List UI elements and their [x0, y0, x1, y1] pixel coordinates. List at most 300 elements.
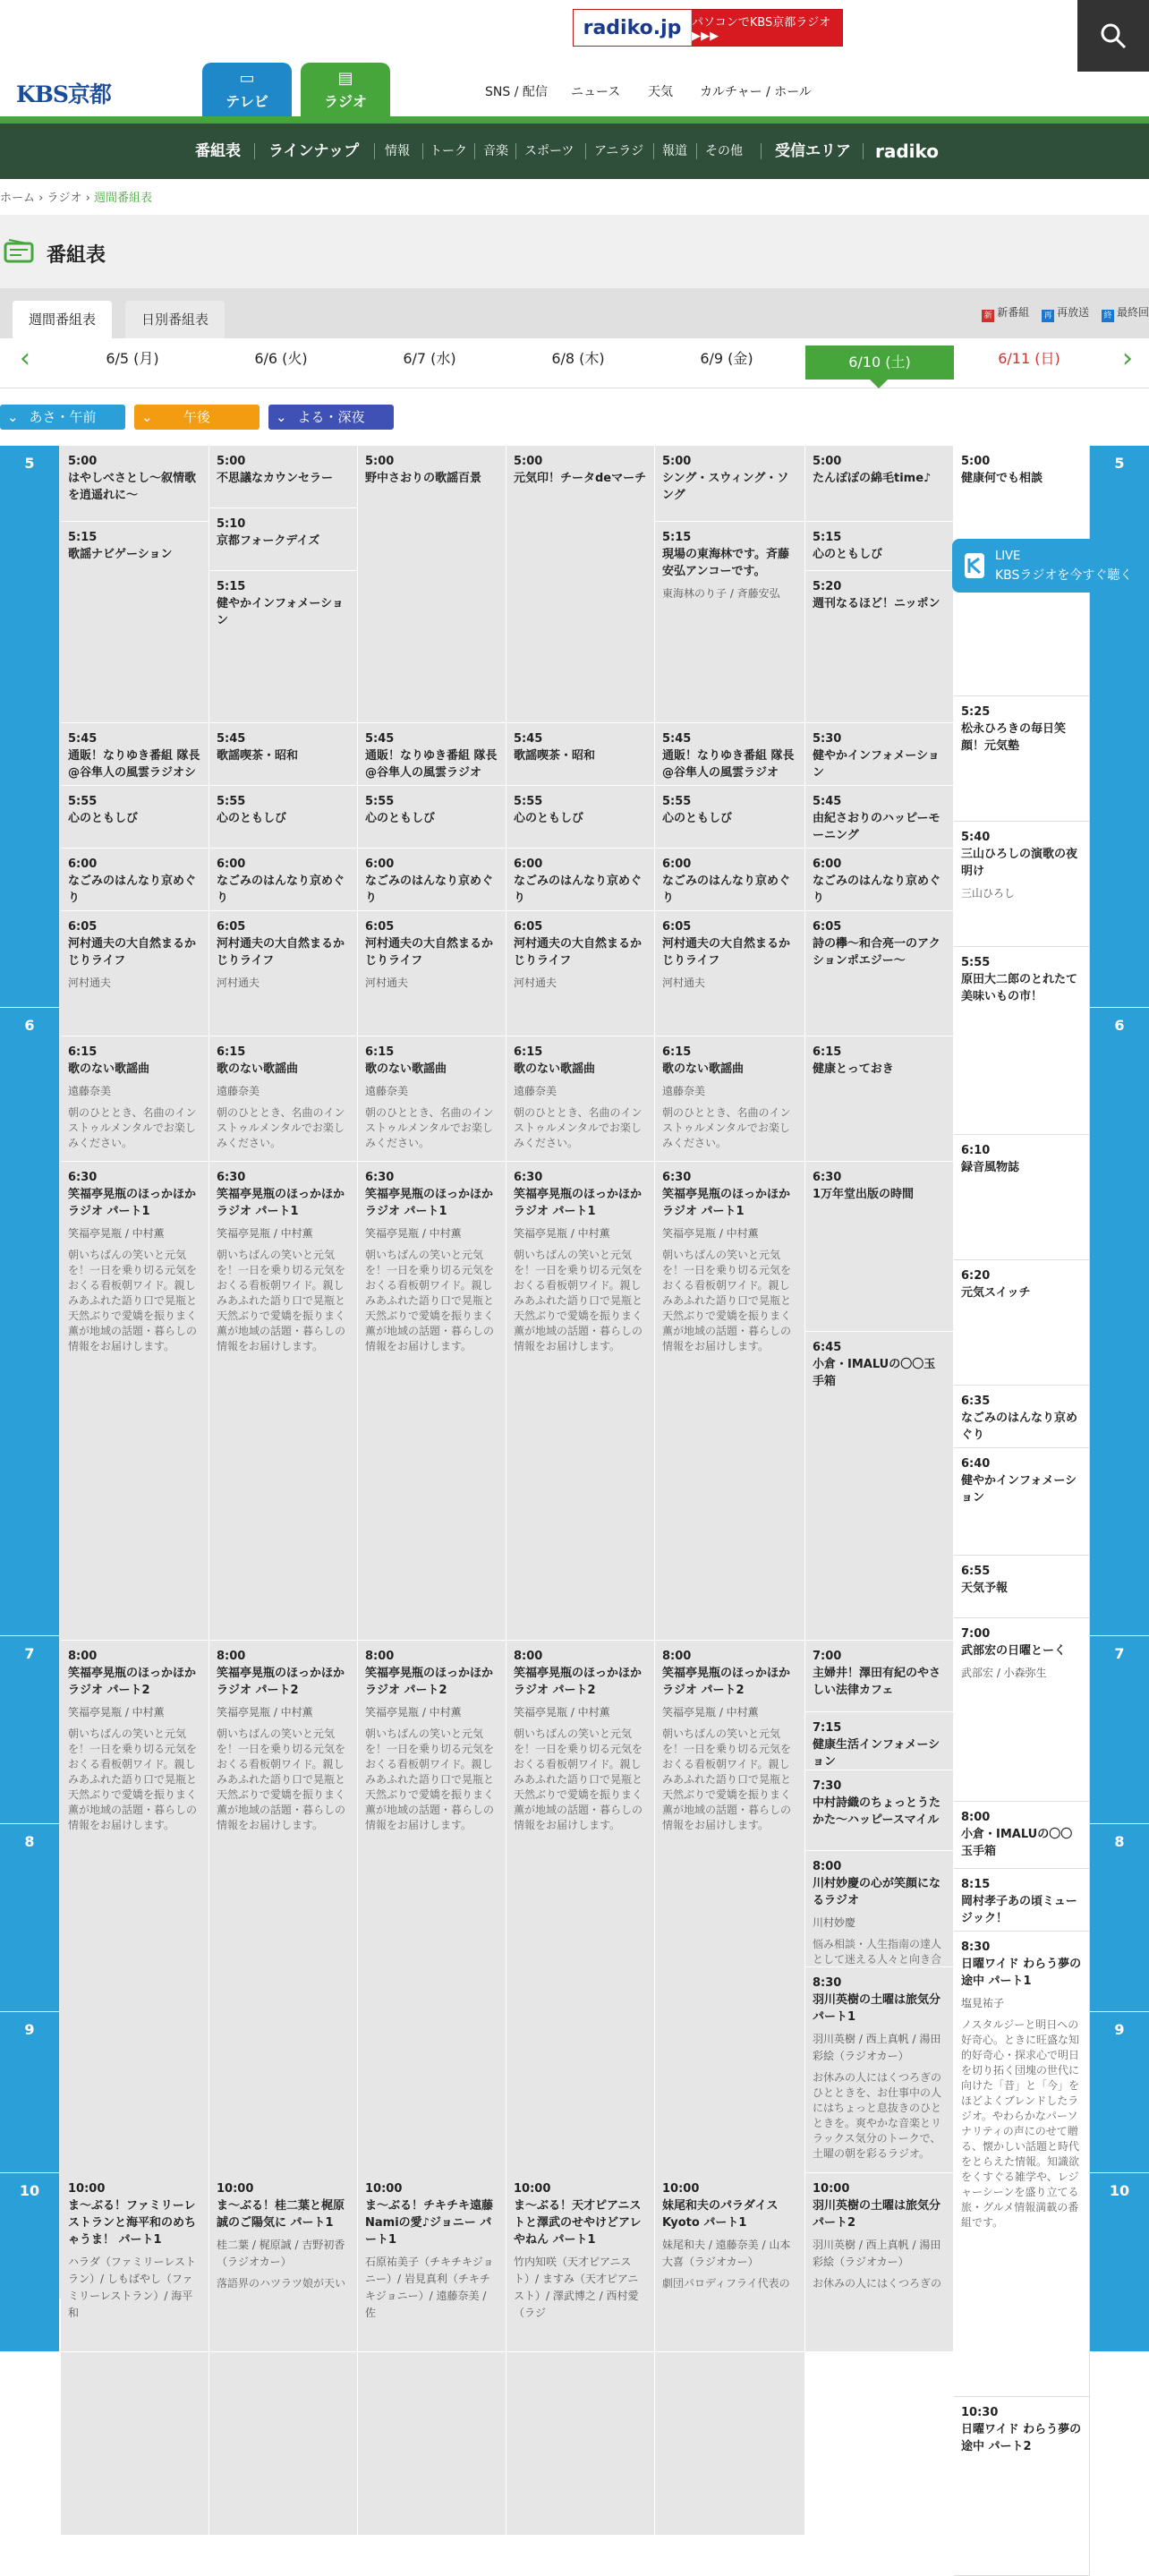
catnav-other[interactable]: その他	[705, 144, 743, 158]
hour-8-right: 8	[1090, 1824, 1149, 2012]
crumb-home[interactable]: ホーム	[0, 192, 36, 205]
program-title: 不思議なカウンセラー	[217, 472, 334, 485]
program-time: 8:15	[961, 1878, 991, 1891]
program-time: 5:55	[961, 956, 991, 969]
hour-6: 6	[0, 1008, 59, 1636]
program-title: なごみのはんなり京めぐり	[662, 874, 791, 905]
program-cell[interactable]	[954, 1932, 1090, 2397]
time-morning-label: あさ・午前	[29, 409, 97, 425]
program-cell[interactable]	[358, 446, 506, 723]
program-description: 朝いちばんの笑いと元気を！一日を乗り切る元気をおくる看板朝ワイド。親しみあふれた語り口で晃瓶と天然ぶりで愛嬌を振りまく薫が地域の話題・暮らしの情報をお届けします。	[514, 1727, 643, 1831]
program-cell[interactable]	[506, 1036, 655, 1162]
date-1[interactable]: 6/6 (火)	[254, 350, 308, 367]
program-cell[interactable]	[61, 723, 209, 786]
program-title: 健康とっておき	[813, 1062, 894, 1076]
program-time: 5:55	[68, 795, 98, 808]
program-cell[interactable]	[805, 723, 954, 786]
program-time: 8:00	[662, 1650, 692, 1663]
program-title: 週刊なるほど！ニッポン	[813, 597, 940, 610]
catnav-music[interactable]: 音楽	[483, 144, 508, 158]
program-cell[interactable]	[954, 822, 1090, 947]
program-title: 歌謡喫茶・昭和	[514, 749, 596, 763]
program-description: 朝のひととき、名曲のインストゥルメンタルでお楽しみください。	[662, 1106, 791, 1149]
program-cell[interactable]	[506, 849, 655, 911]
program-time: 5:55	[365, 795, 395, 808]
program-time: 5:00	[662, 455, 692, 468]
program-title: 武部宏の日曜とーく	[961, 1644, 1067, 1658]
program-title: 主婦井！澤田有紀のやさしい法律カフェ	[813, 1667, 941, 1697]
program-cell[interactable]	[358, 1162, 506, 1641]
program-cell[interactable]	[61, 1641, 209, 2536]
catnav-area[interactable]: 受信エリア	[775, 142, 851, 160]
date-4[interactable]: 6/9 (金)	[700, 350, 753, 367]
tv-icon: ▭	[239, 69, 255, 88]
program-time: 5:10	[217, 517, 246, 531]
program-time: 6:30	[813, 1171, 842, 1184]
program-description: 落語界のハツラツ娘が天い	[217, 2277, 346, 2290]
program-title: 川村妙慶の心が笑顔になるラジオ	[813, 1877, 941, 1907]
program-time: 6:15	[514, 1045, 543, 1059]
chevron-down-icon: ⌄	[7, 409, 19, 425]
program-title: ま〜ぶる！桂二葉と梶原誠のご陽気に パート1	[217, 2199, 345, 2230]
program-performers: 羽川英樹 / 西上真帆 / 湯田彩絵（ラジオカー）	[813, 2239, 941, 2268]
program-description: お休みの人にはくつろぎの	[813, 2277, 942, 2290]
program-title: なごみのはんなり京めぐり	[514, 874, 643, 905]
program-performers: 笑福亭晃瓶 / 中村薫	[514, 1706, 610, 1719]
program-time: 6:00	[217, 857, 246, 871]
program-time: 6:15	[68, 1045, 98, 1059]
crumb-current: 週間番組表	[94, 192, 153, 205]
program-time: 6:00	[514, 857, 543, 871]
catnav-talk[interactable]: トーク	[430, 144, 467, 158]
program-cell[interactable]	[805, 1036, 954, 1162]
program-cell[interactable]	[209, 723, 358, 786]
program-title: 現場の東海林です。斉藤安弘アンコーです。	[662, 548, 789, 578]
tab-weekly[interactable]: 週間番組表	[13, 301, 112, 338]
program-cell[interactable]	[506, 446, 655, 723]
program-performers: 笑福亭晃瓶 / 中村薫	[217, 1706, 313, 1719]
program-time: 7:00	[813, 1650, 842, 1663]
program-time: 6:15	[217, 1045, 246, 1059]
program-time: 5:45	[217, 732, 246, 746]
kbs-radio-icon	[963, 551, 986, 580]
program-cell[interactable]	[655, 786, 805, 849]
hour-9: 9	[0, 2012, 59, 2173]
program-cell[interactable]	[61, 1036, 209, 1162]
program-cell[interactable]	[209, 1036, 358, 1162]
page-header	[0, 215, 1149, 288]
program-time: 5:00	[217, 455, 246, 468]
program-cell[interactable]	[506, 1641, 655, 2536]
category-nav	[0, 124, 1149, 179]
program-title: 野中さおりの歌謡百景	[365, 472, 482, 485]
program-title: 健やかインフォメーション	[813, 749, 940, 780]
program-title: 笑福亭晃瓶のほっかほかラジオ パート2	[662, 1667, 791, 1697]
program-title: 羽川英樹の土曜は旅気分 パート2	[813, 2199, 941, 2230]
program-cell[interactable]	[805, 522, 954, 571]
program-cell[interactable]	[61, 786, 209, 849]
program-cell[interactable]	[655, 1162, 805, 1641]
program-title: 小倉・IMALUの〇〇玉手箱	[961, 1828, 1073, 1858]
program-title: 日曜ワイド わらう夢の途中 パート1	[961, 1958, 1082, 1988]
divider	[374, 143, 375, 159]
program-cell[interactable]	[209, 1162, 358, 1641]
legend-new: 新番組	[997, 306, 1030, 319]
program-time: 8:30	[961, 1941, 991, 1954]
program-cell[interactable]	[655, 2173, 805, 2352]
program-time: 5:45	[68, 732, 98, 746]
search-button[interactable]	[1077, 0, 1149, 72]
program-cell[interactable]	[358, 849, 506, 911]
divider	[585, 143, 586, 159]
selected-pointer-icon	[870, 380, 888, 388]
prev-week-chevron-icon[interactable]: ‹	[20, 343, 30, 374]
program-title: なごみのはんなり京めぐり	[961, 1412, 1078, 1442]
program-performers: 笑福亭晃瓶 / 中村薫	[365, 1227, 462, 1240]
date-5-selected[interactable]: 6/10 (土)	[805, 345, 954, 380]
program-cell[interactable]	[954, 1260, 1090, 1386]
program-time: 10:00	[662, 2182, 700, 2196]
radiko-banner-text: パソコンでKBS京都ラジオ ▶▶▶	[692, 10, 842, 46]
program-performers: 河村通夫	[217, 977, 260, 989]
hour-7: 7	[0, 1636, 59, 1824]
program-time: 6:05	[365, 920, 395, 934]
program-time: 5:15	[217, 580, 246, 593]
tab-tv[interactable]	[202, 63, 292, 118]
hour-5: 5	[0, 446, 59, 1008]
program-time: 6:40	[961, 1457, 991, 1471]
program-description: 朝いちばんの笑いと元気を！一日を乗り切る元気をおくる看板朝ワイド。親しみあふれた語り口で晃瓶と天然ぶりで愛嬌を振りまく薫が地域の話題・暮らしの情報をお届けします。	[365, 1249, 495, 1352]
program-cell[interactable]	[805, 446, 954, 522]
program-title: 河村通夫の大自然まるかじりライフ	[68, 937, 197, 968]
program-title: 日曜ワイド わらう夢の途中 パート2	[961, 2423, 1082, 2453]
program-title: 詩の欅〜和合亮一のアクションポエジー〜	[813, 937, 940, 968]
program-time: 8:00	[365, 1650, 395, 1663]
program-time: 10:30	[961, 2406, 999, 2419]
time-night-button[interactable]	[268, 405, 394, 430]
live-label: LIVE	[995, 550, 1021, 563]
program-title: 松永ひろきの毎日笑顔！元気塾	[961, 722, 1067, 753]
program-cell[interactable]	[655, 723, 805, 786]
program-time: 5:00	[813, 455, 842, 468]
catnav-radiko[interactable]: radiko	[875, 141, 940, 162]
program-cell[interactable]	[805, 849, 954, 911]
program-cell[interactable]	[358, 2173, 506, 2352]
rerun-badge-icon: 再	[1042, 310, 1054, 322]
program-performers: 笑福亭晃瓶 / 中村薫	[662, 1706, 759, 1719]
program-title: 通販！なりゆき番組 隊長@谷隼人の風雲ラジオ	[662, 749, 795, 780]
date-2[interactable]: 6/7 (水)	[403, 350, 456, 367]
breadcrumb	[0, 188, 152, 205]
program-cell[interactable]	[655, 1036, 805, 1162]
date-0[interactable]: 6/5 (月)	[106, 350, 159, 367]
live-text: KBSラジオを今すぐ聴く	[995, 568, 1133, 583]
program-cell[interactable]	[954, 2397, 1090, 2576]
program-title: 笑福亭晃瓶のほっかほかラジオ パート2	[365, 1667, 494, 1697]
time-morning-button[interactable]	[0, 405, 125, 430]
program-time: 10:00	[813, 2182, 850, 2196]
program-cell[interactable]	[655, 849, 805, 911]
program-title: 心のともしび	[68, 812, 139, 825]
program-time: 6:15	[365, 1045, 395, 1059]
program-time: 6:30	[217, 1171, 246, 1184]
program-title: 心のともしび	[813, 548, 883, 561]
program-cell[interactable]	[805, 1332, 954, 1641]
program-performers: 竹内知咲（天才ピアニスト）/ ますみ（天才ピアニスト）/ 澤武博之 / 西村愛（ラジ	[514, 2256, 639, 2319]
program-description: 朝いちばんの笑いと元気を！一日を乗り切る元気をおくる看板朝ワイド。親しみあふれた語り口で晃瓶と天然ぶりで愛嬌を振りまく薫が地域の話題・暮らしの情報をお届けします。	[68, 1249, 198, 1352]
program-title: 河村通夫の大自然まるかじりライフ	[365, 937, 494, 968]
divider	[474, 143, 475, 159]
divider	[653, 143, 654, 159]
program-cell[interactable]	[805, 1712, 954, 1770]
program-cell[interactable]	[61, 446, 209, 522]
program-time: 5:00	[68, 455, 98, 468]
program-performers: 武部宏 / 小森弥生	[961, 1667, 1047, 1679]
live-listen-button[interactable]	[952, 539, 1149, 593]
program-cell[interactable]	[358, 1641, 506, 2536]
schedule-grid	[0, 446, 1149, 2453]
accent-bar	[0, 116, 1149, 124]
date-3[interactable]: 6/8 (木)	[551, 350, 605, 367]
program-cell[interactable]	[805, 1770, 954, 1851]
hour-9-right: 9	[1090, 2012, 1149, 2173]
program-title: 健やかインフォメーション	[961, 1474, 1077, 1505]
time-night-label: よる・深夜	[297, 409, 365, 425]
program-cell[interactable]	[655, 446, 805, 522]
divider	[863, 143, 864, 159]
program-cell[interactable]	[209, 1641, 358, 2536]
time-afternoon-button[interactable]	[134, 405, 260, 430]
program-time: 6:35	[961, 1395, 991, 1408]
program-time: 5:45	[514, 732, 543, 746]
program-title: 通販！なりゆき番組 隊長@谷隼人の風雲ラジオ	[365, 749, 498, 780]
program-cell[interactable]	[805, 911, 954, 1036]
program-time: 8:30	[813, 1976, 842, 1990]
program-time: 5:40	[961, 831, 991, 844]
program-cell[interactable]	[506, 2173, 655, 2352]
program-cell[interactable]	[805, 1967, 954, 2173]
program-description: 朝のひととき、名曲のインストゥルメンタルでお楽しみください。	[365, 1106, 494, 1149]
program-description: 朝のひととき、名曲のインストゥルメンタルでお楽しみください。	[217, 1106, 345, 1149]
program-cell[interactable]	[805, 1851, 954, 1967]
hour-10-right: 10	[1090, 2173, 1149, 2352]
chevron-down-icon: ⌄	[141, 409, 153, 425]
program-title: 笑福亭晃瓶のほっかほかラジオ パート1	[68, 1188, 197, 1218]
program-title: なごみのはんなり京めぐり	[68, 874, 197, 905]
program-time: 10:00	[514, 2182, 551, 2196]
program-time: 6:05	[813, 920, 842, 934]
program-time: 5:30	[813, 732, 842, 746]
program-performers: 遠藤奈美	[365, 1085, 409, 1097]
program-time: 5:20	[813, 580, 842, 593]
program-description: 朝いちばんの笑いと元気を！一日を乗り切る元気をおくる看板朝ワイド。親しみあふれた語り口で晃瓶と天然ぶりで愛嬌を振りまく薫が地域の話題・暮らしの情報をお届けします。	[217, 1249, 346, 1352]
program-cell[interactable]	[954, 1386, 1090, 1448]
legend-rerun: 再放送	[1057, 306, 1090, 319]
program-title: 歌謡喫茶・昭和	[217, 749, 299, 763]
program-performers: 東海林のり子 / 斉藤安弘	[662, 587, 780, 600]
program-title: 笑福亭晃瓶のほっかほかラジオ パート1	[662, 1188, 791, 1218]
program-cell[interactable]	[805, 571, 954, 723]
divider	[761, 143, 762, 159]
program-cell[interactable]	[209, 849, 358, 911]
program-time: 5:45	[662, 732, 692, 746]
program-title: なごみのはんなり京めぐり	[813, 874, 941, 905]
program-title: 心のともしび	[514, 812, 584, 825]
program-title: 心のともしび	[217, 812, 287, 825]
program-title: 原田大二郎のとれたて美味いもの市！	[961, 973, 1078, 1003]
next-week-chevron-icon[interactable]: ›	[1122, 343, 1133, 374]
program-cell[interactable]	[954, 1556, 1090, 1618]
radio-icon	[4, 238, 34, 263]
program-title: シング・スウィング・ソング	[662, 472, 789, 502]
program-time: 5:00	[365, 455, 395, 468]
tab-radio[interactable]	[301, 63, 390, 118]
program-time: 5:55	[217, 795, 246, 808]
radiko-banner[interactable]	[573, 9, 843, 47]
program-description: 朝いちばんの笑いと元気を！一日を乗り切る元気をおくる看板朝ワイド。親しみあふれた語り口で晃瓶と天然ぶりで愛嬌を振りまく薫が地域の話題・暮らしの情報をお届けします。	[365, 1727, 495, 1831]
program-cell[interactable]	[805, 1162, 954, 1332]
program-description: 朝いちばんの笑いと元気を！一日を乗り切る元気をおくる看板朝ワイド。親しみあふれた語り口で晃瓶と天然ぶりで愛嬌を振りまく薫が地域の話題・暮らしの情報をお届けします。	[68, 1727, 198, 1831]
program-performers: 笑福亭晃瓶 / 中村薫	[217, 1227, 313, 1240]
nav-culture[interactable]: カルチャー / ホール	[700, 85, 812, 99]
program-title: 元気スイッチ	[961, 1286, 1031, 1300]
divider	[422, 143, 423, 159]
program-cell[interactable]	[506, 911, 655, 1036]
program-cell[interactable]	[209, 2173, 358, 2352]
program-cell[interactable]	[655, 522, 805, 723]
program-time: 6:20	[961, 1269, 991, 1283]
program-performers: 笑福亭晃瓶 / 中村薫	[662, 1227, 759, 1240]
program-title: 通販！なりゆき番組 隊長@谷隼人の風雲ラジオシ	[68, 749, 200, 780]
program-time: 5:45	[813, 795, 842, 808]
nav-news[interactable]: ニュース	[571, 85, 621, 99]
program-cell[interactable]	[61, 2173, 209, 2352]
program-cell[interactable]	[805, 786, 954, 849]
program-time: 8:00	[217, 1650, 246, 1663]
program-cell[interactable]	[209, 571, 358, 723]
program-title: 笑福亭晃瓶のほっかほかラジオ パート1	[217, 1188, 345, 1218]
program-cell[interactable]	[954, 1618, 1090, 1802]
program-performers: 羽川英樹 / 西上真帆 / 湯田彩絵（ラジオカー）	[813, 2033, 941, 2062]
program-description: お休みの人にはくつろぎのひとときを、お仕事中の人にはちょっと息抜きのひとときを。爽やかな音楽とリラックス気分のトークで、土曜の朝を彩るラジオ。	[813, 2071, 942, 2160]
program-title: 京都フォークデイズ	[217, 534, 320, 548]
time-afternoon-label: 午後	[183, 409, 210, 425]
program-time: 6:00	[662, 857, 692, 871]
hour-7-right: 7	[1090, 1636, 1149, 1824]
program-time: 5:00	[961, 455, 991, 468]
program-title: 小倉・IMALUの〇〇玉手箱	[813, 1358, 936, 1388]
program-time: 6:00	[813, 857, 842, 871]
program-cell[interactable]	[954, 696, 1090, 822]
nav-sns[interactable]: SNS / 配信	[485, 85, 548, 99]
date-6[interactable]: 6/11 (日)	[998, 350, 1060, 367]
program-cell[interactable]	[954, 1869, 1090, 1932]
program-cell[interactable]	[954, 1802, 1090, 1869]
program-time: 5:15	[813, 531, 842, 544]
catnav-news[interactable]: 報道	[662, 144, 687, 158]
program-time: 7:30	[813, 1779, 842, 1793]
program-time: 5:15	[662, 531, 692, 544]
program-performers: 塩見祐子	[961, 1997, 1005, 2009]
program-time: 6:30	[68, 1171, 98, 1184]
program-cell[interactable]	[805, 1641, 954, 1712]
program-cell[interactable]	[61, 911, 209, 1036]
program-cell[interactable]	[61, 849, 209, 911]
program-cell[interactable]	[506, 1162, 655, 1641]
program-cell[interactable]	[805, 2173, 954, 2352]
legend	[973, 304, 1149, 322]
program-cell[interactable]	[655, 1641, 805, 2536]
program-time: 8:00	[514, 1650, 543, 1663]
program-performers: 川村妙慶	[813, 1916, 856, 1929]
program-performers: 遠藤奈美	[68, 1085, 112, 1097]
crumb-radio[interactable]: ラジオ	[47, 192, 82, 205]
catnav-sports[interactable]: スポーツ	[524, 144, 574, 158]
program-cell[interactable]	[358, 786, 506, 849]
program-performers: 石原祐美子（チキチキジョニー）/ 岩見真利（チキチキジョニー）/ 遠藤奈美 / 佐	[365, 2256, 494, 2319]
date-row	[0, 338, 1149, 388]
program-cell[interactable]	[209, 446, 358, 508]
program-cell[interactable]	[209, 786, 358, 849]
divider	[515, 143, 516, 159]
tab-tv-label: テレビ	[226, 93, 268, 110]
program-cell[interactable]	[358, 723, 506, 786]
site-logo[interactable]: KBS京都	[16, 81, 111, 107]
nav-weather[interactable]: 天気	[648, 85, 673, 99]
catnav-schedule[interactable]: 番組表	[195, 142, 241, 160]
program-time: 6:15	[662, 1045, 692, 1059]
program-title: 歌のない歌謡曲	[514, 1062, 596, 1076]
program-cell[interactable]	[954, 1135, 1090, 1260]
radio-icon: ▤	[337, 69, 353, 88]
tab-daily[interactable]: 日別番組表	[125, 301, 225, 338]
program-time: 6:00	[68, 857, 98, 871]
program-cell[interactable]	[209, 911, 358, 1036]
program-description: ノスタルジーと明日への好奇心。ときに旺盛な知的好奇心・探求心で明日を切り拓く団塊の世代に向けた「昔」と「今」をほどよくブレンドしたラジオ。やわらかなパーソナリティの声にのせて贈る、懐かしい話題と時代をとらえた情報。知識欲をくすぐる雑学や、レジャーシーンを盛り立てる旅・グルメ情報満載の番組です。	[961, 2018, 1080, 2229]
program-cell[interactable]	[954, 1448, 1090, 1556]
program-performers: 妹尾和夫 / 遠藤奈美 / 山本大喜（ラジオカー）	[662, 2239, 791, 2268]
program-time: 6:55	[961, 1565, 991, 1578]
program-performers: ハラダ（ファミリーレストラン）/ しもばやし（ファミリーレストラン）/ 海平和	[68, 2256, 197, 2319]
program-cell[interactable]	[209, 508, 358, 571]
hour-6-right: 6	[1090, 1008, 1149, 1636]
program-cell[interactable]	[655, 911, 805, 1036]
program-description: 劇団パロディフライ代表の	[662, 2277, 790, 2290]
program-cell[interactable]	[954, 947, 1090, 1135]
program-performers: 河村通夫	[68, 977, 112, 989]
program-title: 笑福亭晃瓶のほっかほかラジオ パート2	[217, 1667, 345, 1697]
program-cell[interactable]	[506, 786, 655, 849]
program-title: ま〜ぶる！天才ピアニストと澤武のせやけどアレやねん パート1	[514, 2199, 642, 2247]
program-title: 健康何でも相談	[961, 472, 1043, 485]
catnav-lineup[interactable]: ラインナップ	[268, 142, 360, 160]
catnav-anime[interactable]: アニラジ	[594, 144, 644, 158]
program-cell[interactable]	[61, 522, 209, 723]
program-cell[interactable]	[358, 1036, 506, 1162]
program-cell[interactable]	[506, 723, 655, 786]
program-performers: 笑福亭晃瓶 / 中村薫	[68, 1706, 165, 1719]
program-cell[interactable]	[358, 911, 506, 1036]
program-cell[interactable]	[61, 1162, 209, 1641]
program-performers: 遠藤奈美	[514, 1085, 557, 1097]
program-time: 6:30	[365, 1171, 395, 1184]
program-performers: 桂二葉 / 梶原誠 / 吉野初香（ラジオカー）	[217, 2239, 345, 2268]
chevron-down-icon: ⌄	[276, 409, 287, 425]
program-time: 6:05	[662, 920, 692, 934]
chevron-right-icon: ›	[85, 192, 94, 205]
program-time: 8:00	[813, 1860, 842, 1873]
catnav-info[interactable]: 情報	[385, 144, 410, 158]
